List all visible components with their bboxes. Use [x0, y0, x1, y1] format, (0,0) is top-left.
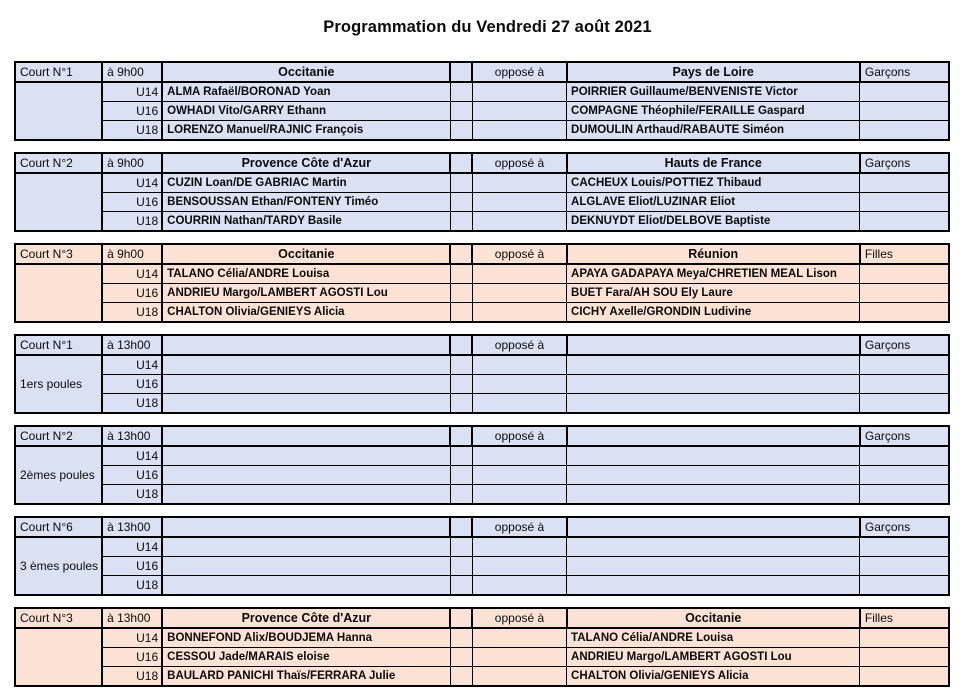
opposed-label: opposé à	[472, 609, 566, 628]
score-cell[interactable]	[472, 264, 566, 283]
score-cell[interactable]	[472, 484, 566, 503]
pair-right[interactable]: COMPAGNE Théophile/FERAILLE Gaspard	[567, 101, 860, 120]
score-cell[interactable]	[472, 355, 566, 374]
result-cell[interactable]	[860, 465, 948, 484]
pair-right[interactable]	[567, 393, 860, 412]
team-left-name	[162, 427, 450, 446]
schedule-block	[14, 516, 950, 596]
level-label: U14	[102, 628, 162, 647]
block-header-row	[16, 427, 948, 446]
opposed-label: opposé à	[472, 336, 566, 355]
pair-left[interactable]: ALMA Rafaël/BORONAD Yoan	[162, 82, 450, 101]
pair-left[interactable]: BAULARD PANICHI Thaïs/FERRARA Julie	[162, 666, 450, 685]
level-label: U14	[102, 82, 162, 101]
time-label: à 13h00	[102, 336, 162, 355]
block-note: 1ers poules	[20, 377, 83, 391]
block-note	[16, 82, 102, 139]
table-row	[16, 647, 948, 666]
table-row	[16, 120, 948, 139]
result-cell[interactable]	[860, 575, 948, 594]
opposed-label: opposé à	[472, 63, 566, 82]
category-label: Garçons	[860, 154, 948, 173]
spacer-cell	[450, 154, 472, 173]
score-cell[interactable]	[472, 575, 566, 594]
table-row	[16, 355, 948, 374]
team-right-name	[567, 427, 860, 446]
result-cell[interactable]	[860, 82, 948, 101]
team-right-name: Réunion	[567, 245, 860, 264]
table-row	[16, 465, 948, 484]
score-cell[interactable]	[472, 101, 566, 120]
opposed-label: opposé à	[472, 518, 566, 537]
result-cell[interactable]	[860, 173, 948, 192]
block-header-row	[16, 336, 948, 355]
result-cell[interactable]	[860, 192, 948, 211]
team-right-name	[567, 336, 860, 355]
score-cell[interactable]	[472, 647, 566, 666]
result-cell[interactable]	[860, 393, 948, 412]
category-label: Garçons	[860, 336, 948, 355]
spacer-cell	[450, 82, 472, 101]
spacer-cell	[450, 302, 472, 321]
table-row	[16, 302, 948, 321]
table-row	[16, 82, 948, 101]
table-row	[16, 192, 948, 211]
schedule-block	[14, 152, 950, 232]
court-label: Court N°1	[16, 336, 102, 355]
schedule-blocks-container	[14, 61, 950, 698]
table-row	[16, 374, 948, 393]
pair-right[interactable]: APAYA GADAPAYA Meya/CHRETIEN MEAL Lison	[567, 264, 860, 283]
pair-left[interactable]: OWHADI Vito/GARRY Ethann	[162, 101, 450, 120]
opposed-label: opposé à	[472, 245, 566, 264]
pair-right[interactable]	[567, 484, 860, 503]
block-note	[16, 173, 102, 230]
result-cell[interactable]	[860, 120, 948, 139]
schedule-block	[14, 607, 950, 687]
level-label: U14	[102, 355, 162, 374]
table-row	[16, 537, 948, 556]
table-row	[16, 211, 948, 230]
spacer-cell	[450, 211, 472, 230]
score-cell[interactable]	[472, 446, 566, 465]
score-cell[interactable]	[472, 120, 566, 139]
pair-right[interactable]: DUMOULIN Arthaud/RABAUTE Siméon	[567, 120, 860, 139]
match-table	[16, 154, 948, 230]
match-table	[16, 609, 948, 685]
block-note: 2èmes poules	[20, 468, 95, 482]
pair-left[interactable]	[162, 537, 450, 556]
block-note: 3 èmes poules	[20, 559, 99, 573]
spacer-cell	[450, 264, 472, 283]
opposed-label: opposé à	[472, 427, 566, 446]
schedule-block	[14, 243, 950, 323]
spacer-cell	[450, 283, 472, 302]
pair-right[interactable]	[567, 556, 860, 575]
spacer-cell	[450, 647, 472, 666]
pair-left[interactable]	[162, 484, 450, 503]
pair-left[interactable]: LORENZO Manuel/RAJNIC François	[162, 120, 450, 139]
level-label: U16	[102, 283, 162, 302]
team-right-name: Hauts de France	[567, 154, 860, 173]
score-cell[interactable]	[472, 465, 566, 484]
pair-right[interactable]: BUET Fara/AH SOU Ely Laure	[567, 283, 860, 302]
time-label: à 9h00	[102, 245, 162, 264]
level-label: U14	[102, 173, 162, 192]
score-cell[interactable]	[472, 173, 566, 192]
spacer-cell	[450, 173, 472, 192]
spacer-cell	[450, 609, 472, 628]
spacer-cell	[450, 63, 472, 82]
spacer-cell	[450, 465, 472, 484]
result-cell[interactable]	[860, 264, 948, 283]
block-header-row	[16, 609, 948, 628]
pair-right[interactable]	[567, 465, 860, 484]
spacer-cell	[450, 446, 472, 465]
level-label: U16	[102, 374, 162, 393]
schedule-block	[14, 334, 950, 414]
table-row	[16, 575, 948, 594]
result-cell[interactable]	[860, 537, 948, 556]
level-label: U16	[102, 465, 162, 484]
match-table	[16, 63, 948, 139]
pair-left[interactable]	[162, 575, 450, 594]
spacer-cell	[450, 355, 472, 374]
pair-left[interactable]: BENSOUSSAN Ethan/FONTENY Timéo	[162, 192, 450, 211]
court-label: Court N°2	[16, 154, 102, 173]
level-label: U16	[102, 556, 162, 575]
team-left-name	[162, 518, 450, 537]
score-cell[interactable]	[472, 283, 566, 302]
match-table	[16, 518, 948, 594]
level-label: U16	[102, 192, 162, 211]
match-table	[16, 336, 948, 412]
pair-left[interactable]: ANDRIEU Margo/LAMBERT AGOSTI Lou	[162, 283, 450, 302]
block-note	[16, 628, 102, 685]
pair-left[interactable]: TALANO Célia/ANDRE Louisa	[162, 264, 450, 283]
block-header-row	[16, 518, 948, 537]
spacer-cell	[450, 484, 472, 503]
level-label: U14	[102, 537, 162, 556]
result-cell[interactable]	[860, 666, 948, 685]
result-cell[interactable]	[860, 355, 948, 374]
court-label: Court N°3	[16, 609, 102, 628]
score-cell[interactable]	[472, 666, 566, 685]
team-right-name: Occitanie	[567, 609, 860, 628]
level-label: U18	[102, 393, 162, 412]
level-label: U18	[102, 302, 162, 321]
time-label: à 13h00	[102, 609, 162, 628]
opposed-label: opposé à	[472, 154, 566, 173]
spacer-cell	[450, 192, 472, 211]
spacer-cell	[450, 427, 472, 446]
schedule-block	[14, 61, 950, 141]
result-cell[interactable]	[860, 556, 948, 575]
result-cell[interactable]	[860, 302, 948, 321]
time-label: à 9h00	[102, 63, 162, 82]
result-cell[interactable]	[860, 647, 948, 666]
pair-right[interactable]	[567, 537, 860, 556]
pair-right[interactable]: CACHEUX Louis/POTTIEZ Thibaud	[567, 173, 860, 192]
court-label: Court N°6	[16, 518, 102, 537]
time-label: à 9h00	[102, 154, 162, 173]
level-label: U16	[102, 101, 162, 120]
pair-right[interactable]: DEKNUYDT Eliot/DELBOVE Baptiste	[567, 211, 860, 230]
court-label: Court N°3	[16, 245, 102, 264]
pair-left[interactable]	[162, 374, 450, 393]
level-label: U14	[102, 264, 162, 283]
block-header-row	[16, 63, 948, 82]
schedule-block	[14, 425, 950, 505]
category-label: Filles	[860, 609, 948, 628]
spacer-cell	[450, 374, 472, 393]
pair-left[interactable]	[162, 393, 450, 412]
pair-right[interactable]: POIRRIER Guillaume/BENVENISTE Victor	[567, 82, 860, 101]
court-label: Court N°1	[16, 63, 102, 82]
spacer-cell	[450, 336, 472, 355]
block-header-row	[16, 154, 948, 173]
level-label: U18	[102, 575, 162, 594]
result-cell[interactable]	[860, 374, 948, 393]
level-label: U14	[102, 446, 162, 465]
level-label: U18	[102, 211, 162, 230]
pair-right[interactable]: CICHY Axelle/GRONDIN Ludivine	[567, 302, 860, 321]
table-row	[16, 283, 948, 302]
page-title: Programmation du Vendredi 27 août 2021	[323, 18, 652, 36]
pair-left[interactable]	[162, 556, 450, 575]
table-row	[16, 484, 948, 503]
result-cell[interactable]	[860, 101, 948, 120]
result-cell[interactable]	[860, 211, 948, 230]
pair-left[interactable]	[162, 446, 450, 465]
pair-left[interactable]: BONNEFOND Alix/BOUDJEMA Hanna	[162, 628, 450, 647]
score-cell[interactable]	[472, 537, 566, 556]
table-row	[16, 556, 948, 575]
spacer-cell	[450, 575, 472, 594]
table-row	[16, 666, 948, 685]
spacer-cell	[450, 393, 472, 412]
result-cell[interactable]	[860, 484, 948, 503]
spacer-cell	[450, 537, 472, 556]
team-right-name	[567, 518, 860, 537]
score-cell[interactable]	[472, 393, 566, 412]
pair-right[interactable]: TALANO Célia/ANDRE Louisa	[567, 628, 860, 647]
table-row	[16, 173, 948, 192]
category-label: Filles	[860, 245, 948, 264]
category-label: Garçons	[860, 63, 948, 82]
pair-right[interactable]: ALGLAVE Eliot/LUZINAR Eliot	[567, 192, 860, 211]
pair-right[interactable]	[567, 575, 860, 594]
pair-right[interactable]: ANDRIEU Margo/LAMBERT AGOSTI Lou	[567, 647, 860, 666]
pair-left[interactable]: CUZIN Loan/DE GABRIAC Martin	[162, 173, 450, 192]
block-header-row	[16, 245, 948, 264]
table-row	[16, 393, 948, 412]
match-table	[16, 427, 948, 503]
result-cell[interactable]	[860, 446, 948, 465]
score-cell[interactable]	[472, 192, 566, 211]
spacer-cell	[450, 556, 472, 575]
level-label: U18	[102, 666, 162, 685]
spacer-cell	[450, 518, 472, 537]
block-note	[16, 264, 102, 321]
spacer-cell	[450, 101, 472, 120]
team-left-name	[162, 336, 450, 355]
result-cell[interactable]	[860, 283, 948, 302]
team-right-name: Pays de Loire	[567, 63, 860, 82]
score-cell[interactable]	[472, 556, 566, 575]
score-cell[interactable]	[472, 82, 566, 101]
score-cell[interactable]	[472, 211, 566, 230]
time-label: à 13h00	[102, 518, 162, 537]
pair-left[interactable]	[162, 355, 450, 374]
pair-left[interactable]: COURRIN Nathan/TARDY Basile	[162, 211, 450, 230]
spacer-cell	[450, 120, 472, 139]
level-label: U18	[102, 120, 162, 139]
match-table	[16, 245, 948, 321]
court-label: Court N°2	[16, 427, 102, 446]
level-label: U16	[102, 647, 162, 666]
team-left-name: Occitanie	[162, 245, 450, 264]
team-left-name: Provence Côte d'Azur	[162, 154, 450, 173]
team-left-name: Occitanie	[162, 63, 450, 82]
time-label: à 13h00	[102, 427, 162, 446]
table-row	[16, 446, 948, 465]
team-left-name: Provence Côte d'Azur	[162, 609, 450, 628]
spacer-cell	[450, 245, 472, 264]
category-label: Garçons	[860, 427, 948, 446]
pair-right[interactable]	[567, 355, 860, 374]
spacer-cell	[450, 666, 472, 685]
pair-left[interactable]: CESSOU Jade/MARAIS eloise	[162, 647, 450, 666]
pair-right[interactable]: CHALTON Olivia/GENIEYS Alicia	[567, 666, 860, 685]
pair-left[interactable]: CHALTON Olivia/GENIEYS Alicia	[162, 302, 450, 321]
table-row	[16, 101, 948, 120]
pair-right[interactable]	[567, 374, 860, 393]
level-label: U18	[102, 484, 162, 503]
pair-right[interactable]	[567, 446, 860, 465]
category-label: Garçons	[860, 518, 948, 537]
table-row	[16, 264, 948, 283]
score-cell[interactable]	[472, 374, 566, 393]
score-cell[interactable]	[472, 302, 566, 321]
pair-left[interactable]	[162, 465, 450, 484]
